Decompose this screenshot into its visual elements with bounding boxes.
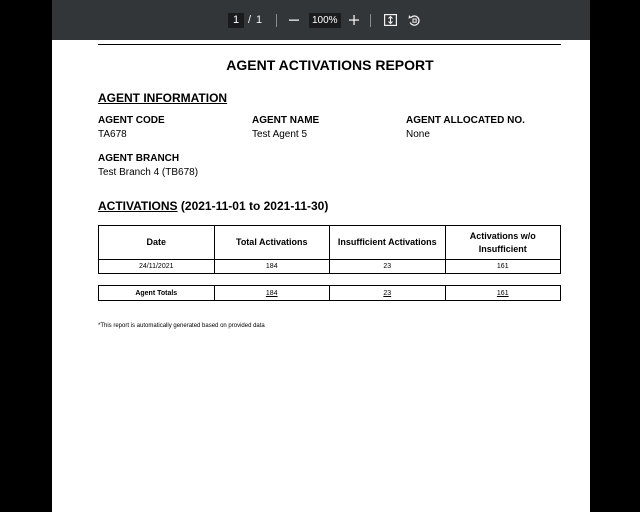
fit-page-button[interactable] [383, 10, 397, 30]
plus-icon [349, 15, 359, 25]
table-header-row [99, 226, 561, 260]
totals-total-link[interactable]: 184 [214, 286, 330, 301]
totals-table [98, 285, 561, 301]
totals-label: Agent Totals [99, 286, 215, 301]
header-rule [98, 44, 561, 45]
zoom-in-button[interactable] [348, 10, 360, 30]
cell-date: 24/11/2021 [99, 260, 215, 274]
totals-without-insufficient-link[interactable]: 161 [445, 286, 561, 301]
pdf-page [52, 40, 590, 512]
page-total: 1 [256, 14, 263, 26]
toolbar-divider [370, 14, 371, 27]
agent-code-value: TA678 [98, 129, 127, 140]
agent-allocated-value: None [406, 129, 430, 140]
page-number-input[interactable]: 1 [228, 13, 244, 28]
agent-branch-label: AGENT BRANCH [98, 153, 180, 164]
totals-insufficient-link[interactable]: 23 [330, 286, 446, 301]
header-insufficient-activations: Insufficient Activations [330, 226, 446, 260]
fit-page-icon [384, 14, 397, 26]
zoom-out-button[interactable] [288, 10, 300, 30]
cell-total: 184 [214, 260, 330, 274]
header-date: Date [99, 226, 215, 260]
rotate-button[interactable] [407, 10, 421, 30]
report-title: AGENT ACTIVATIONS REPORT [226, 57, 434, 73]
right-gutter [590, 0, 640, 512]
totals-row [99, 286, 561, 301]
agent-name-value: Test Agent 5 [252, 129, 308, 140]
cell-without-insufficient: 161 [445, 260, 561, 274]
rotate-icon [408, 14, 421, 27]
table-row [99, 260, 561, 274]
header-activations-without-insufficient: Activations w/o Insufficient [445, 226, 561, 260]
agent-code-label: AGENT CODE [98, 115, 165, 126]
agent-allocated-label: AGENT ALLOCATED NO. [406, 115, 525, 126]
cell-insufficient: 23 [330, 260, 446, 274]
agent-info-heading: AGENT INFORMATION [98, 91, 228, 105]
footnote: *This report is automatically generated based on provided data [98, 323, 265, 329]
agent-branch-value: Test Branch 4 (TB678) [98, 167, 199, 178]
zoom-level-input[interactable]: 100% [309, 13, 341, 28]
left-gutter [0, 0, 52, 512]
activations-date-range: (2021-11-01 to 2021-11-30) [180, 199, 329, 213]
pdf-toolbar [52, 0, 590, 40]
activations-heading-text: ACTIVATIONS [98, 199, 178, 213]
activations-heading [98, 199, 328, 213]
page-separator: / [248, 14, 252, 26]
toolbar-divider [276, 14, 277, 27]
activations-table [98, 225, 561, 274]
header-total-activations: Total Activations [214, 226, 330, 260]
agent-name-label: AGENT NAME [252, 115, 320, 126]
minus-icon [289, 15, 299, 25]
